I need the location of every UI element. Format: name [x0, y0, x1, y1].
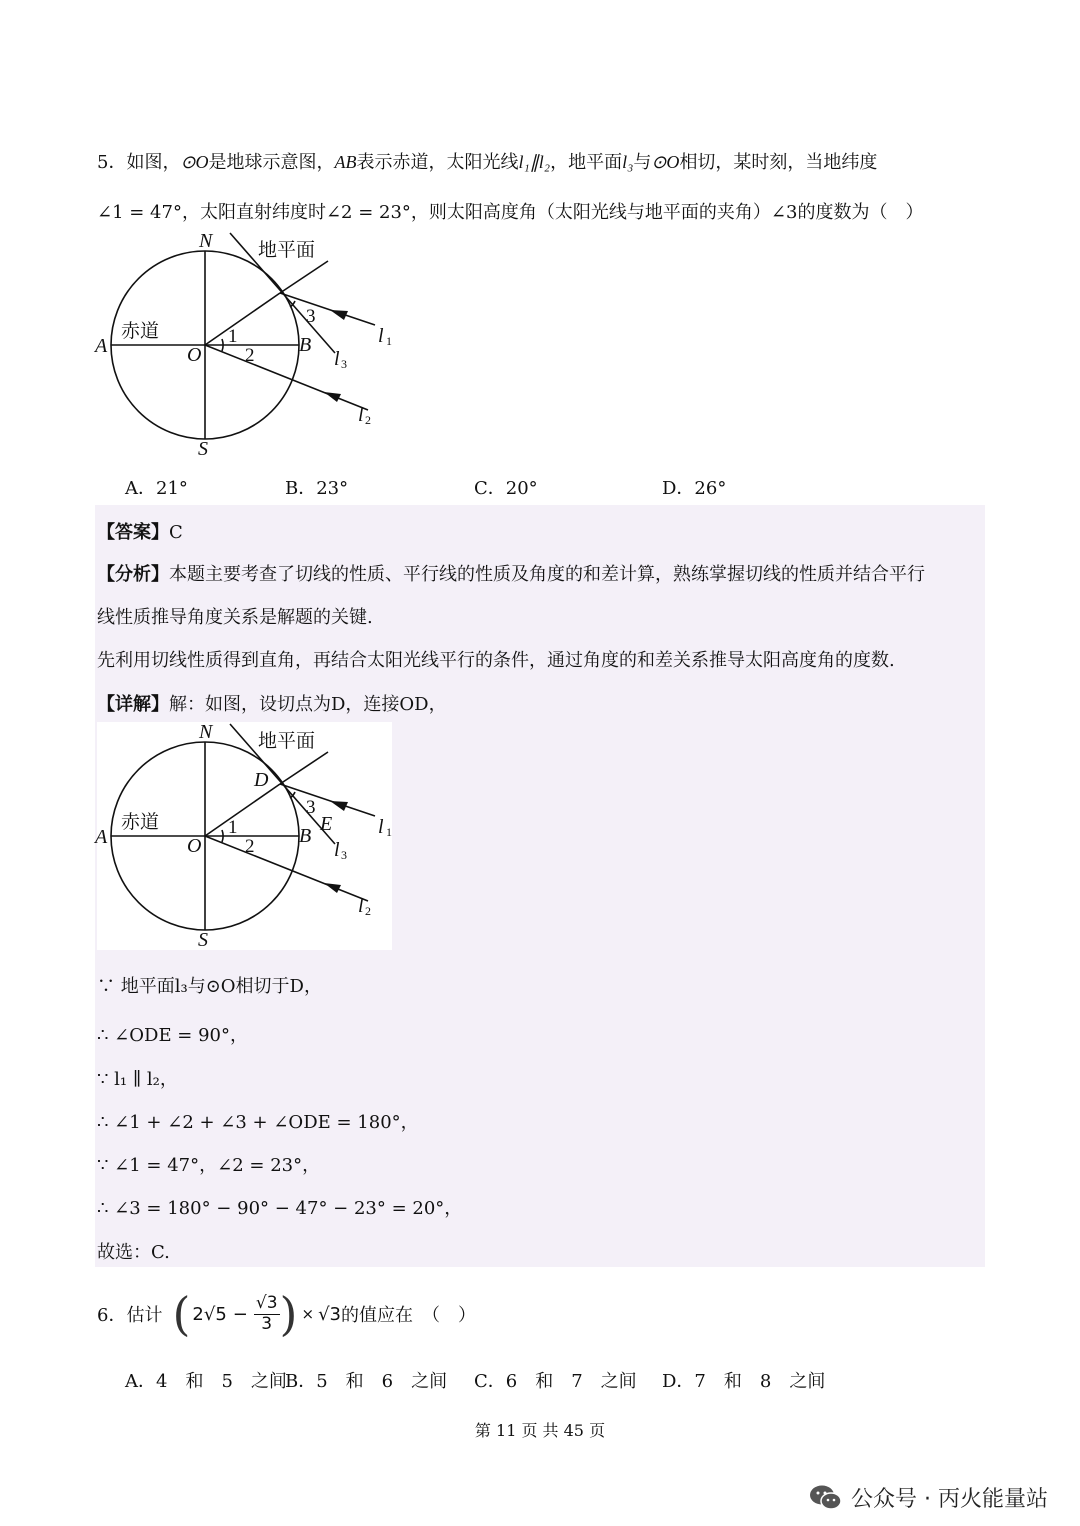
watermark-text: 公众号 · 丙火能量站	[851, 1487, 1048, 1512]
ray-l1	[280, 293, 375, 325]
step-1: ∵ 地平面l₃与⊙O相切于D，	[97, 976, 322, 997]
svg-text:2: 2	[365, 413, 371, 427]
page-number: 第 11 页 共 45 页	[474, 1421, 606, 1440]
q5-option-b: B．23°	[285, 478, 349, 499]
label-n: N	[199, 230, 213, 252]
label-a: A	[95, 335, 108, 357]
step-3: ∵ l₁ ∥ l₂，	[97, 1069, 178, 1090]
label-s: S	[198, 438, 208, 460]
q6-number: 6．估计	[97, 1305, 163, 1326]
answer-label: 【答案】	[97, 522, 169, 543]
svg-text:1: 1	[228, 817, 238, 838]
q6-tail: 的值应在 （ ）	[340, 1305, 476, 1326]
label-l2: l	[358, 404, 364, 426]
wechat-icon	[809, 1484, 843, 1512]
label-angle2: 2	[245, 345, 255, 366]
q5-option-c: C．20°	[474, 478, 538, 499]
step-4: ∴ ∠1 + ∠2 + ∠3 + ∠ODE = 180°，	[97, 1112, 419, 1133]
label-o: O	[187, 344, 202, 366]
watermark	[809, 1482, 1048, 1513]
label-equator: 赤道	[121, 321, 160, 342]
answer-line	[97, 518, 183, 544]
q6-fraction: $\frac{√3}{3}$	[255, 1292, 278, 1334]
analysis-line3: 先利用切线性质得到直角，再结合太阳光线平行的条件，通过角度的和差关系推导太阳高度角的度数.	[97, 650, 895, 671]
q5-option-d: D．26°	[662, 478, 727, 499]
svg-text:3: 3	[341, 848, 347, 862]
svg-text:3: 3	[341, 357, 347, 371]
q6-option-b: B．5 和 6 之间	[285, 1371, 448, 1392]
step-7: 故选：C.	[97, 1242, 170, 1263]
q6-option-d: D．7 和 8 之间	[662, 1371, 826, 1392]
svg-text:2: 2	[245, 836, 255, 857]
arrow-l2	[324, 392, 341, 402]
q5-number: 5．	[97, 152, 127, 173]
q5-stem-line2: ∠1 = 47°，太阳直射纬度时∠2 = 23°，则太阳高度角（太阳光线与地平面的夹角）∠3的度数为（ ）	[97, 202, 924, 223]
arrow-l1	[330, 310, 348, 320]
analysis-line2: 线性质推导角度关系是解题的关键.	[97, 607, 373, 628]
svg-text:1: 1	[386, 825, 392, 839]
svg-text:l: l	[358, 895, 364, 917]
analysis-line1: 【分析】本题主要考查了切线的性质、平行线的性质及角度的和差计算，熟练掌握切线的性质并结合平行	[97, 564, 925, 585]
circle-o: ⊙O	[180, 152, 209, 172]
step-5: ∵ ∠1 = 47°，∠2 = 23°，	[97, 1155, 321, 1176]
label-d: D	[254, 769, 269, 791]
label-e: E	[320, 813, 333, 835]
svg-text:A: A	[95, 826, 108, 848]
label-angle1: 1	[228, 326, 238, 347]
step-6: ∴ ∠3 = 180° − 90° − 47° − 23° = 20°，	[97, 1198, 463, 1219]
label-horizon: 地平面	[258, 240, 316, 261]
q5-figure	[90, 225, 410, 465]
q6-stem	[97, 1282, 476, 1346]
solution-figure	[90, 716, 410, 956]
label-angle3: 3	[306, 306, 316, 327]
svg-text:N: N	[199, 721, 213, 743]
svg-text:l: l	[334, 839, 340, 861]
svg-text:B: B	[299, 825, 312, 847]
svg-text:2: 2	[365, 904, 371, 918]
q6-option-c: C．6 和 7 之间	[474, 1371, 637, 1392]
svg-text:赤道: 赤道	[121, 812, 160, 833]
analysis-label: 【分析】	[97, 564, 169, 585]
svg-text:3: 3	[306, 797, 316, 818]
svg-text:O: O	[187, 835, 202, 857]
horizon-line	[280, 261, 328, 293]
answer-value: C	[169, 522, 183, 543]
label-b: B	[299, 334, 312, 356]
q6-expression: ( 2 √5 − $\frac{√3}{3}$ ) × √3	[172, 1287, 341, 1341]
q6-option-a: A．4 和 5 之间	[125, 1371, 287, 1392]
svg-text:l: l	[378, 816, 384, 838]
radius-od	[205, 293, 280, 345]
q5-stem-line1: 5．如图，⊙O是地球示意图，AB表示赤道，太阳光线l₁∥l₂，地平面l₃与⊙O相切，某时刻，当地纬度	[97, 152, 878, 173]
svg-text:1: 1	[386, 334, 392, 348]
svg-text:地平面: 地平面	[258, 731, 316, 752]
label-l3: l	[334, 348, 340, 370]
svg-text:S: S	[198, 929, 208, 951]
q5-option-a: A．21°	[125, 478, 188, 499]
detail-label: 【详解】	[97, 694, 169, 715]
ray-l2	[205, 345, 368, 410]
detail-line: 【详解】解：如图，设切点为D，连接OD，	[97, 694, 447, 715]
step-2: ∴ ∠ODE = 90°，	[97, 1025, 249, 1046]
label-l1: l	[378, 325, 384, 347]
